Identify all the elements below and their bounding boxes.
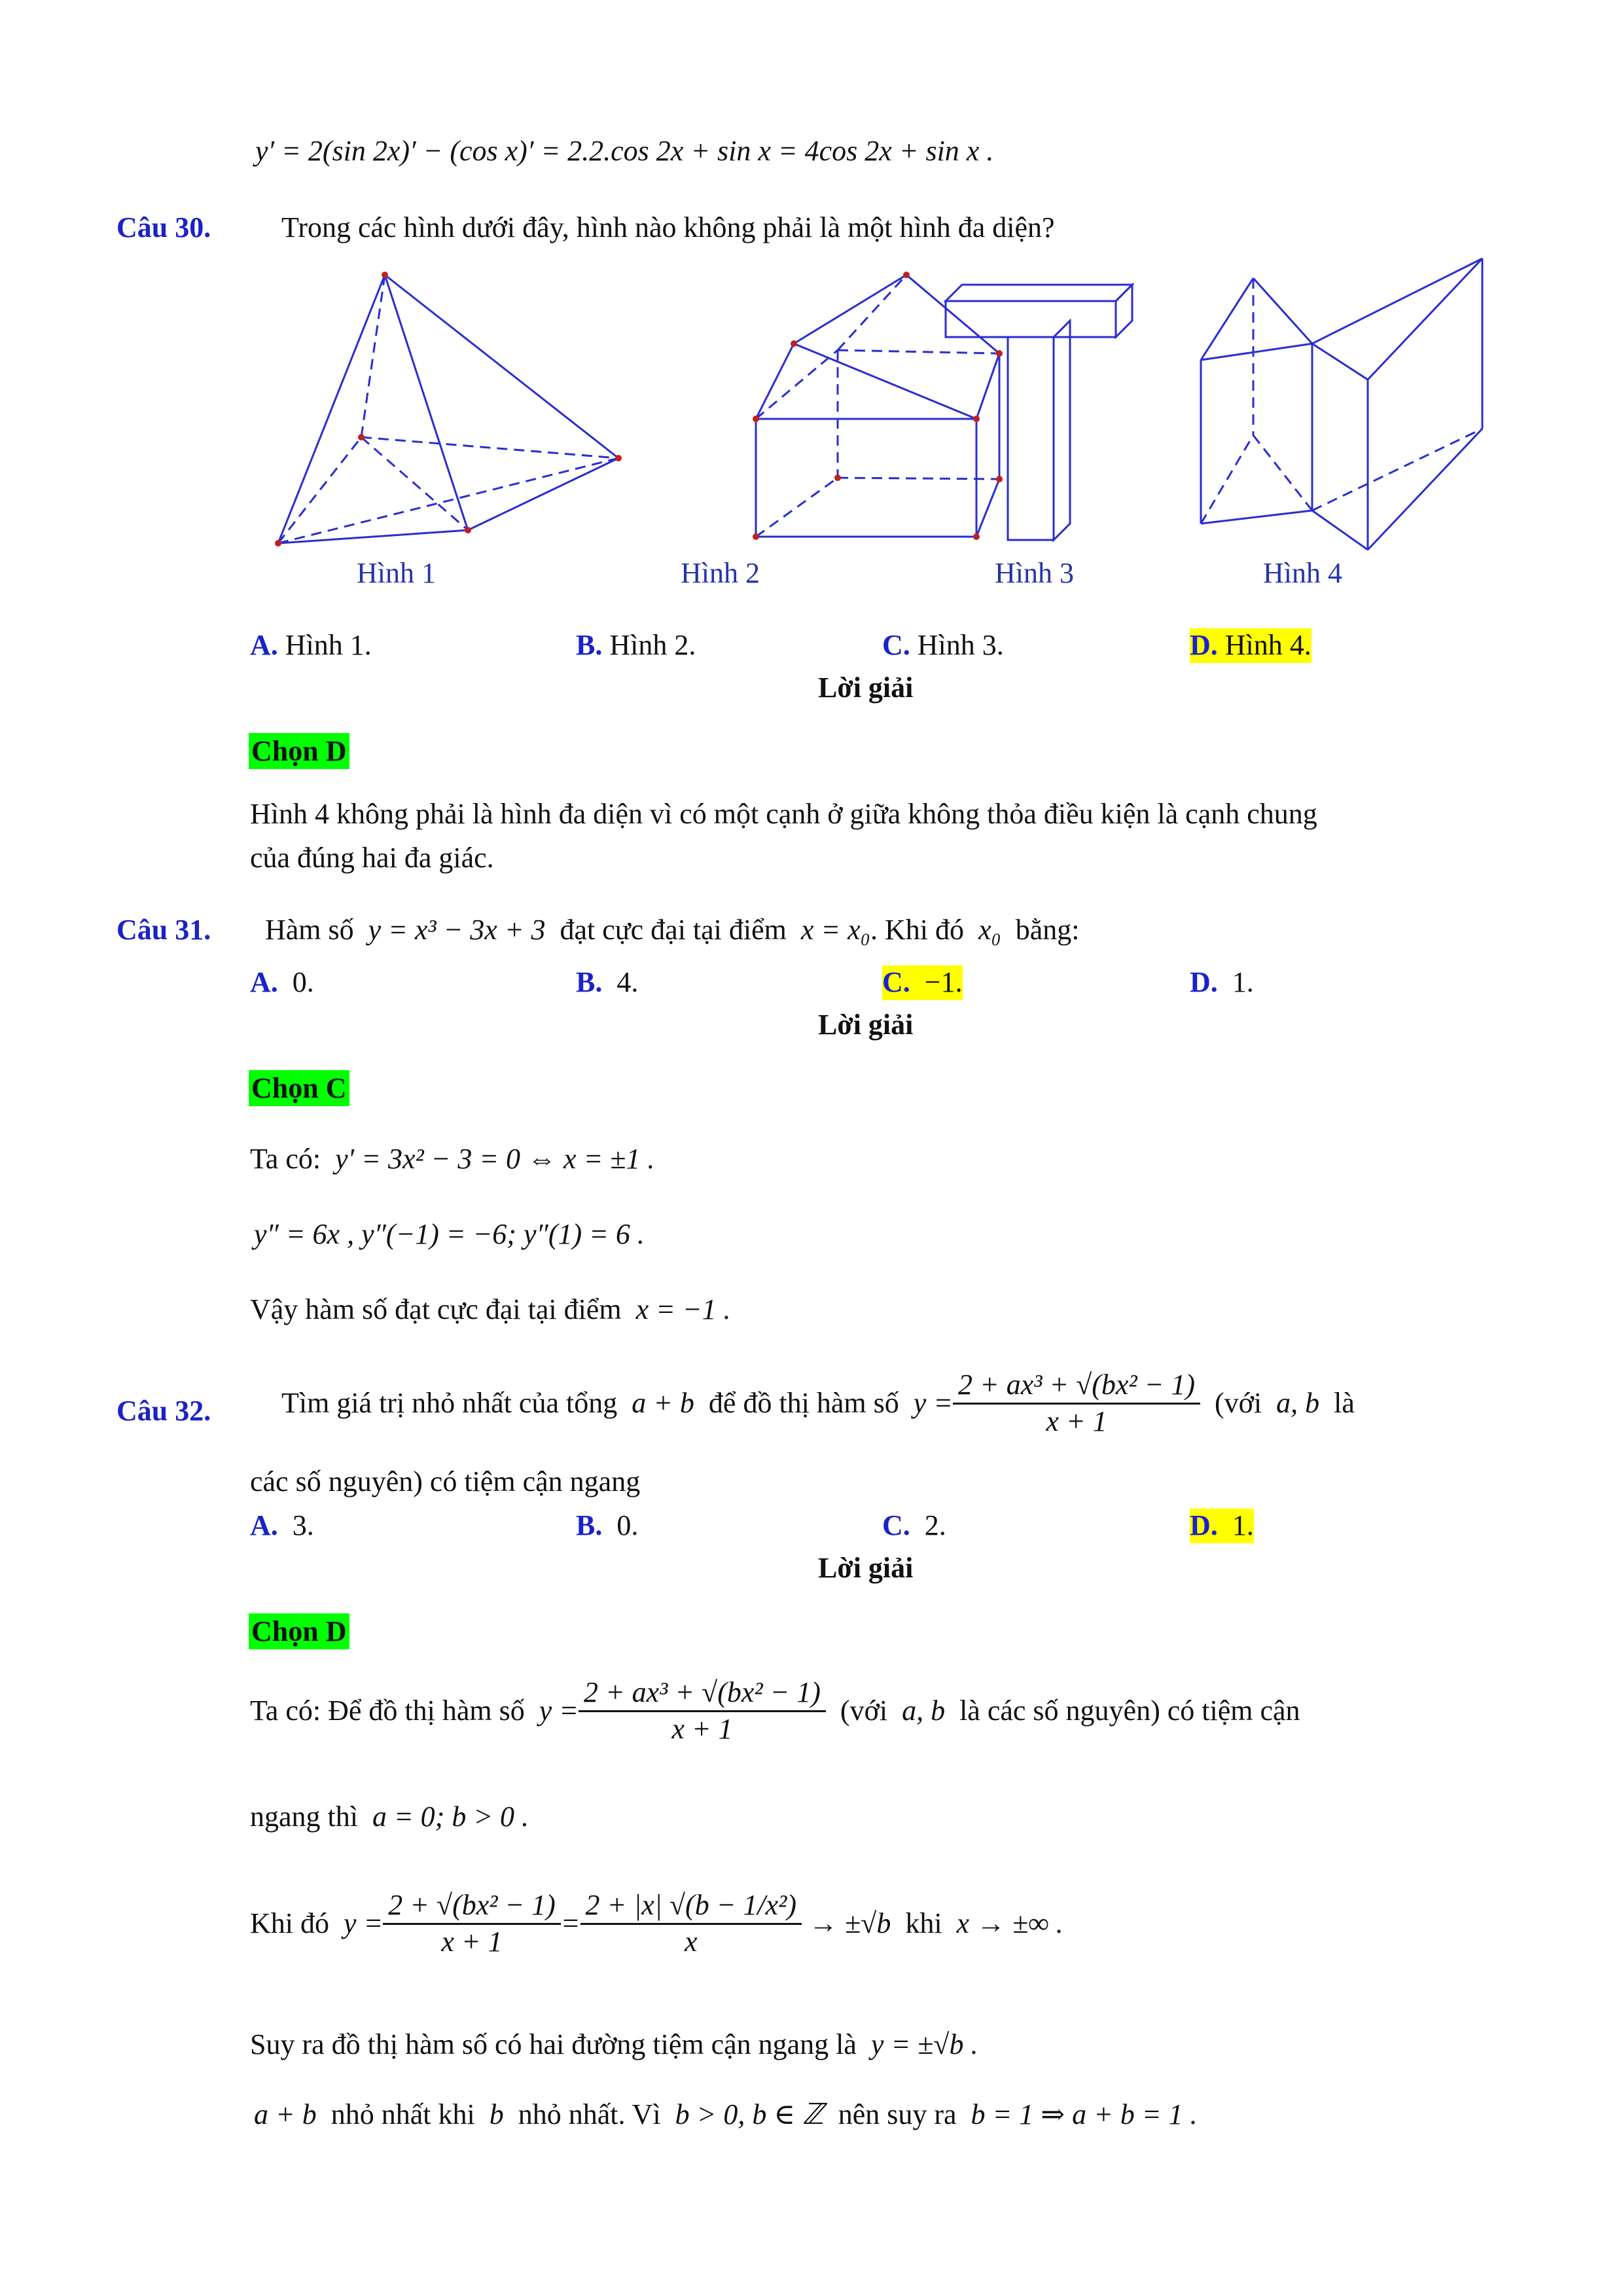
question-32-text: Tìm giá trị nhỏ nhất của tổng a + b để đồ thị hàm số y = $\frac{\text{2 + ax³ + √(bx² − 1)}}{x + 1}$ (với a, b là: [281, 1368, 1355, 1439]
q30-explanation-line2: của đúng hai đa giác.: [250, 842, 494, 874]
q32-option-a: A. 3.: [250, 1509, 314, 1541]
q32-solution-line5: a + b nhỏ nhất khi b nhỏ nhất. Vì b > 0, b ∈ ℤ nên suy ra b = 1 ⇒ a + b = 1 .: [254, 2098, 1198, 2130]
figure-4-prisms: [1201, 259, 1482, 550]
q32-solution-line2: ngang thì a = 0; b > 0 .: [250, 1801, 529, 1833]
figure-2-caption: Hình 2: [681, 557, 760, 589]
q32-solution-line1: Ta có: Để đồ thị hàm số y = $\frac{\text{2 + ax³ + √(bx² − 1)}}{x + 1}$ (với a, b là các số nguyên) có tiệm cận: [250, 1676, 1300, 1747]
figure-3-caption: Hình 3: [995, 557, 1074, 589]
question-32-text-line2: các số nguyên) có tiệm cận ngang: [250, 1465, 641, 1498]
q32-solution-fraction: $\frac{\text{2 + ax³ + √(bx² − 1)}}{x + 1}$: [579, 1676, 826, 1747]
q31-solution-line3: Vậy hàm số đạt cực đại tại điểm x = −1 .: [250, 1293, 731, 1325]
figure-3-t-shape: [946, 285, 1132, 540]
q31-solution-line2: y″ = 6x , y″(−1) = −6; y″(1) = 6 .: [254, 1218, 645, 1250]
q30-option-b: B. Hình 2.: [576, 629, 696, 661]
question-31-label: Câu 31.: [116, 914, 211, 946]
q32-function-fraction: $\frac{\text{2 + ax³ + √(bx² − 1)}}{x + 1}$: [953, 1368, 1200, 1439]
q30-option-a: A. Hình 1.: [250, 629, 372, 661]
q30-explanation-line1: Hình 4 không phải là hình đa diện vì có một cạnh ở giữa không thỏa điều kiện là cạnh chung: [250, 798, 1317, 830]
q30-choice-badge: Chọn D: [249, 733, 349, 769]
q31-option-b: B. 4.: [576, 966, 639, 998]
figure-4-caption: Hình 4: [1263, 557, 1342, 589]
q32-solution-title: Lời giải: [818, 1552, 914, 1584]
top-formula: y′ = 2(sin 2x)′ − (cos x)′ = 2.2.cos 2x + sin x = 4cos 2x + sin x .: [255, 135, 994, 167]
q32-solution-line3: Khi đó y = $\frac{\text{2 + √(bx² − 1)}}{x + 1}$ = $\frac{\text{2 + |x| √(b − 1/x²)}}{x}$ → ±√b khi x → ±∞ .: [250, 1888, 1063, 1960]
q30-option-d: D. Hình 4.: [1190, 628, 1311, 663]
q31-option-c: C. −1.: [882, 965, 963, 1000]
q30-solution-title: Lời giải: [818, 672, 914, 704]
polyhedra-figures: [249, 252, 1492, 592]
figure-1-pyramid: [278, 275, 618, 543]
q31-solution-line1: Ta có: y′ = 3x² − 3 = 0 ⇔ x = ±1 .: [250, 1143, 655, 1175]
q32-option-d: D. 1.: [1190, 1509, 1254, 1543]
question-30-label: Câu 30.: [116, 211, 211, 243]
q32-limit-fraction-2: $\frac{\text{2 + |x| √(b − 1/x²)}}{x}$: [580, 1888, 802, 1960]
q31-option-a: A. 0.: [250, 966, 314, 998]
figure-1-caption: Hình 1: [357, 557, 436, 589]
q32-solution-line4: Suy ra đồ thị hàm số có hai đường tiệm cận ngang là y = ±√b .: [250, 2028, 978, 2060]
q31-option-d: D. 1.: [1190, 966, 1254, 998]
question-30-text: Trong các hình dưới đây, hình nào không phải là một hình đa diện?: [281, 211, 1055, 243]
q32-option-c: C. 2.: [882, 1509, 946, 1541]
figure-2-cube-roof: [756, 275, 999, 537]
q31-choice-badge: Chọn C: [249, 1070, 349, 1106]
question-32-label: Câu 32.: [116, 1395, 211, 1427]
q30-option-c: C. Hình 3.: [882, 629, 1004, 661]
question-31-text: Hàm số y = x³ − 3x + 3 đạt cực đại tại điểm x = x₀. Khi đó x₀ bằng:: [265, 914, 1080, 946]
q32-limit-fraction-1: $\frac{\text{2 + √(bx² − 1)}}{x + 1}$: [383, 1888, 561, 1960]
q32-option-b: B. 0.: [576, 1509, 639, 1541]
q32-choice-badge: Chọn D: [249, 1613, 349, 1649]
q31-solution-title: Lời giải: [818, 1009, 914, 1041]
